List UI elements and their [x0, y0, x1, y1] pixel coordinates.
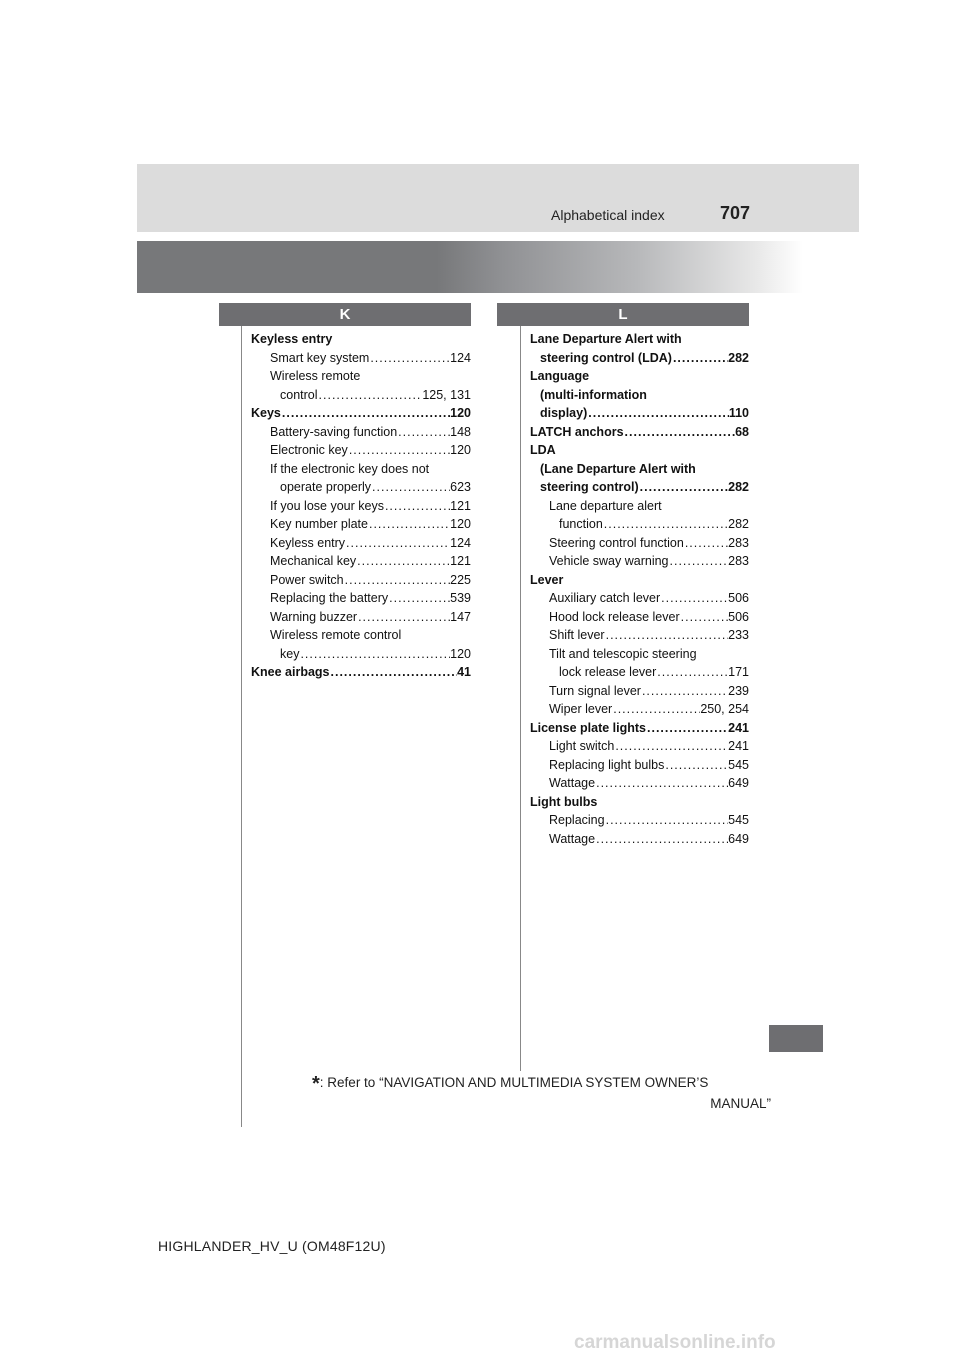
leader-dots: [397, 423, 450, 442]
index-entry: [251, 663, 471, 682]
index-entry-page: 506: [728, 591, 749, 605]
index-entry-page: 649: [728, 776, 749, 790]
leader-dots: [368, 515, 450, 534]
index-entry-page: 121: [450, 554, 471, 568]
index-entry-text: Power switch: [270, 572, 344, 587]
index-entry-text: Wireless remote: [270, 369, 361, 383]
leader-dots: [345, 534, 450, 553]
index-entry: [251, 478, 471, 497]
index-entry: [251, 349, 471, 368]
leader-dots: [605, 626, 729, 645]
index-entry: [530, 793, 749, 812]
index-entry-page: 545: [728, 813, 749, 827]
index-entry: [530, 608, 749, 627]
index-entry: [530, 719, 749, 738]
index-entry-page: 68: [735, 424, 749, 439]
footnote: [312, 1073, 771, 1113]
column-header-l: L: [497, 303, 749, 326]
index-entry-page: 241: [728, 739, 749, 753]
index-entry-page: 147: [450, 609, 471, 624]
index-entry: [251, 423, 471, 442]
index-entry-text: Wireless remote control: [270, 628, 402, 642]
index-entry: [530, 404, 749, 423]
index-entry-text: Key number plate: [270, 517, 368, 531]
index-entry: [251, 552, 471, 571]
index-entry: [251, 441, 471, 460]
column-divider-left: [241, 326, 242, 1127]
index-entry-page: 225: [450, 572, 471, 587]
index-entry: [251, 571, 471, 590]
index-entry-page: 120: [450, 517, 471, 531]
index-entry-text: Replacing the battery: [270, 591, 389, 605]
leader-dots: [684, 534, 728, 553]
leader-dots: [348, 441, 450, 460]
leader-dots: [656, 663, 728, 682]
column-header-k: K: [219, 303, 471, 326]
index-entry: [251, 497, 471, 516]
index-entry: [530, 330, 749, 349]
index-entry-text: Replacing light bulbs: [549, 757, 665, 772]
index-entry: [530, 571, 749, 590]
index-entry-page: 124: [450, 535, 471, 550]
leader-dots: [639, 478, 729, 497]
index-entry-text: operate properly: [280, 480, 372, 494]
index-entry: [530, 478, 749, 497]
index-entry: [251, 404, 471, 423]
index-entry: [530, 386, 749, 405]
column-divider-middle: [520, 326, 521, 1071]
index-entry-text: Shift lever: [549, 628, 605, 642]
leader-dots: [357, 608, 450, 627]
index-entry-text: function: [559, 517, 603, 531]
leader-dots: [624, 423, 736, 442]
leader-dots: [660, 589, 728, 608]
index-entry-page: 649: [728, 831, 749, 846]
leader-dots: [281, 404, 450, 423]
index-entry-page: 282: [728, 350, 749, 365]
leader-dots: [603, 515, 728, 534]
index-entry: [530, 460, 749, 479]
index-entry-text: Keyless entry: [270, 535, 346, 550]
index-entry-text: Keyless entry: [251, 332, 333, 346]
footnote-line-1: : Refer to “NAVIGATION AND MULTIMEDIA SYSTEM OWNER’S: [319, 1075, 709, 1090]
index-entry: [530, 423, 749, 442]
leader-dots: [330, 663, 458, 682]
footnote-line-2: MANUAL”: [710, 1096, 771, 1111]
leader-dots: [672, 349, 728, 368]
index-entry-text: Tilt and telescopic steering: [549, 646, 697, 661]
index-entry: [251, 460, 471, 479]
index-entry-text: Language: [530, 369, 590, 383]
leader-dots: [605, 811, 729, 830]
page-number: 707: [720, 203, 751, 223]
index-entry-text: steering control (LDA): [540, 350, 672, 365]
leader-dots: [595, 774, 728, 793]
index-entry-page: 125, 131: [422, 387, 471, 402]
header-band: [137, 164, 859, 232]
index-entry-text: Vehicle sway warning: [549, 554, 669, 568]
index-entry-text: Knee airbags: [251, 665, 330, 679]
index-entry: [251, 515, 471, 534]
index-entry-page: 539: [450, 591, 471, 605]
index-entry: [251, 367, 471, 386]
index-entry: [251, 534, 471, 553]
index-entry-text: Lane Departure Alert with: [530, 332, 682, 346]
index-entry-text: If you lose your keys: [270, 498, 384, 513]
index-entry: [530, 682, 749, 701]
index-entry: [530, 589, 749, 608]
index-entry-text: LATCH anchors: [530, 424, 624, 439]
leader-dots: [299, 645, 450, 664]
index-entry-page: 283: [728, 535, 749, 550]
index-entry-page: 41: [457, 665, 471, 679]
index-entry-text: LDA: [530, 443, 556, 457]
index-entry: [530, 534, 749, 553]
index-entry-page: 239: [728, 683, 749, 698]
leader-dots: [369, 349, 450, 368]
index-entry: [530, 645, 749, 664]
index-entry-page: 623: [450, 480, 471, 494]
index-entry-text: Smart key system: [270, 350, 370, 365]
index-entry-text: Auxiliary catch lever: [549, 591, 661, 605]
index-entry-text: Electronic key: [270, 443, 348, 457]
side-thumb-tab: [769, 1025, 823, 1052]
index-entry-page: 283: [728, 554, 749, 568]
index-entry-text: Wiper lever: [549, 702, 613, 716]
leader-dots: [614, 737, 728, 756]
index-entry-text: Wattage: [549, 776, 596, 790]
leader-dots: [371, 478, 450, 497]
index-entry-text: Light switch: [549, 739, 615, 753]
index-entry-text: Turn signal lever: [549, 683, 641, 698]
index-entry: [530, 663, 749, 682]
section-title: Alphabetical index: [551, 207, 665, 223]
index-entry-text: Wattage: [549, 831, 596, 846]
leader-dots: [595, 830, 728, 849]
index-entry: [251, 645, 471, 664]
index-entry-page: 233: [728, 628, 749, 642]
index-entry-text: lock release lever: [559, 665, 657, 679]
leader-dots: [356, 552, 450, 571]
index-entry-text: steering control): [540, 480, 639, 494]
index-entry-page: 120: [450, 443, 471, 457]
index-entry-page: 506: [728, 609, 749, 624]
index-entry-page: 110: [728, 406, 749, 420]
watermark: carmanualsonline.info: [574, 1332, 776, 1353]
index-entry: [530, 349, 749, 368]
index-entry-text: display): [540, 406, 588, 420]
index-entry-text: Lane departure alert: [549, 498, 662, 513]
index-entry-text: Replacing: [549, 813, 605, 827]
index-entry: [530, 441, 749, 460]
leader-dots: [664, 756, 728, 775]
index-column-l: [530, 330, 749, 848]
index-entry-text: Steering control function: [549, 535, 684, 550]
index-entry-text: If the electronic key does not: [270, 461, 430, 476]
index-entry-text: Warning buzzer: [270, 609, 358, 624]
leader-dots: [384, 497, 450, 516]
index-entry: [530, 700, 749, 719]
index-entry-page: 120: [450, 646, 471, 661]
index-entry-text: Battery-saving function: [270, 424, 398, 439]
index-entry-text: Keys: [251, 406, 281, 420]
index-entry: [251, 626, 471, 645]
decorative-gradient-bar: [137, 241, 803, 293]
index-entry-page: 545: [728, 757, 749, 772]
leader-dots: [587, 404, 729, 423]
index-entry: [530, 756, 749, 775]
leader-dots: [318, 386, 423, 405]
leader-dots: [612, 700, 700, 719]
index-entry-text: Light bulbs: [530, 794, 598, 809]
index-entry: [251, 330, 471, 349]
leader-dots: [344, 571, 451, 590]
index-entry: [530, 515, 749, 534]
index-entry-page: 124: [450, 350, 471, 365]
index-entry: [251, 589, 471, 608]
index-entry: [530, 737, 749, 756]
index-entry: [530, 830, 749, 849]
index-entry: [251, 386, 471, 405]
index-entry-text: Hood lock release lever: [549, 609, 680, 624]
index-entry: [530, 497, 749, 516]
index-entry-page: 148: [450, 424, 471, 439]
index-entry-text: control: [280, 387, 318, 402]
index-entry-page: 120: [450, 406, 471, 420]
document-id: HIGHLANDER_HV_U (OM48F12U): [158, 1238, 386, 1254]
leader-dots: [669, 552, 729, 571]
index-entry-text: (Lane Departure Alert with: [540, 461, 696, 476]
index-entry-page: 241: [728, 720, 749, 735]
leader-dots: [641, 682, 728, 701]
leader-dots: [646, 719, 728, 738]
index-entry: [251, 608, 471, 627]
index-entry: [530, 626, 749, 645]
index-entry: [530, 774, 749, 793]
index-entry-text: Mechanical key: [270, 554, 357, 568]
index-entry-page: 282: [728, 517, 749, 531]
index-entry-text: License plate lights: [530, 720, 647, 735]
index-entry: [530, 552, 749, 571]
footnote-star: *: [312, 1073, 320, 1095]
index-entry: [530, 811, 749, 830]
index-entry-text: Lever: [530, 572, 564, 587]
index-entry-page: 250, 254: [700, 702, 749, 716]
index-entry-text: (multi-information: [540, 387, 647, 402]
leader-dots: [680, 608, 729, 627]
index-entry-page: 171: [728, 665, 749, 679]
index-entry-text: key: [280, 646, 300, 661]
index-entry-page: 121: [450, 498, 471, 513]
index-column-k: [251, 330, 471, 682]
index-entry: [530, 367, 749, 386]
index-entry-page: 282: [728, 480, 749, 494]
leader-dots: [388, 589, 450, 608]
